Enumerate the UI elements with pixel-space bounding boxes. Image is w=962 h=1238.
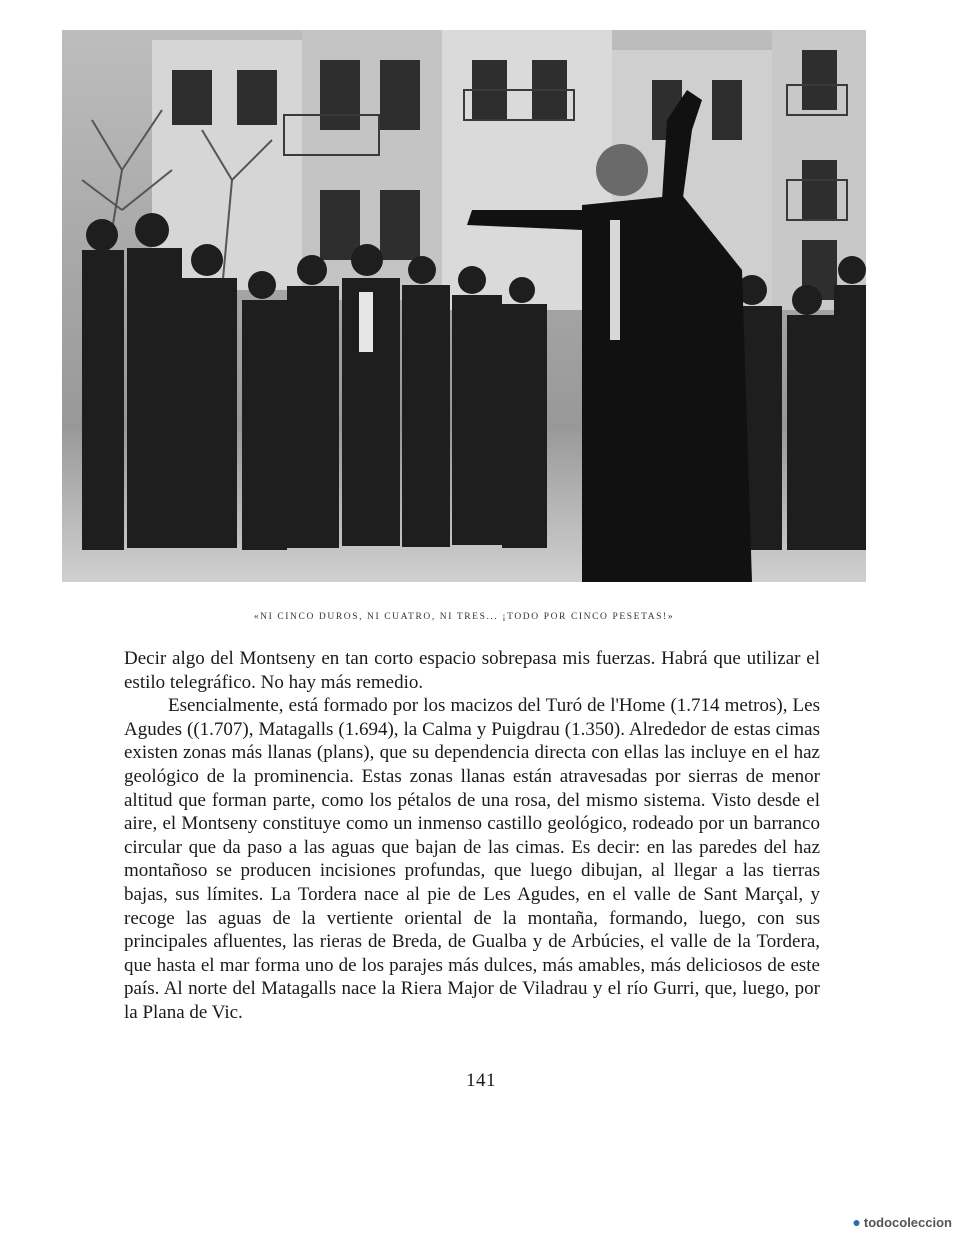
photo-illustration	[62, 30, 866, 582]
paragraph: Decir algo del Montseny en tan corto espacio sobrepasa mis fuerzas. Habrá que utilizar el estilo telegráfico. No hay más remedio.	[124, 648, 820, 693]
photo-caption: «NI CINCO DUROS, NI CUATRO, NI TRES... ¡TODO POR CINCO PESETAS!»	[253, 612, 675, 622]
watermark-text: todocoleccion	[863, 1214, 952, 1230]
photograph-crowd	[62, 30, 866, 582]
paragraph: Esencialmente, está formado por los macizos del Turó de l'Home (1.714 metros), Les Agudes ((1.707), Matagalls (1.694), la Calma y Puigdrau (1.350). Alrededor de estas cimas existen zonas más llanas (plans), que su dependencia directa con ellas las incluye en el haz geológico de la prominencia. Estas zonas llanas están atravesadas por sierras de menor altitud que forman parte, como los pétalos de una rosa, del mismo sistema. Visto desde el aire, el Montseny constituye como un inmenso castillo geológico, rodeado por un barranco circular que da paso a las aguas que bajan de las cimas. Es decir: en las paredes del haz montañoso se producen incisiones profundas, que luego dibujan, al llegar a las tierras bajas, sus límites. La Tordera nace al pie de Les Agudes, en el valle de Sant Marçal, y recoge las aguas de la vertiente oriental de la montaña, formando, luego, con sus principales afluentes, las rieras de Breda, de Gualba y de Arbúcies, el valle de la Tordera, que hasta el mar forma uno de los parajes más dulces, más amables, más deliciosos de este país. Al norte del Matagalls nace la Riera Major de Viladrau y el río Gurri, que, luego, por la Plana de Vic.	[124, 695, 820, 1023]
bullet-icon: ●	[852, 1214, 861, 1230]
watermark	[852, 1214, 952, 1230]
page-number: 141	[466, 1070, 496, 1091]
article-body	[124, 647, 820, 1025]
